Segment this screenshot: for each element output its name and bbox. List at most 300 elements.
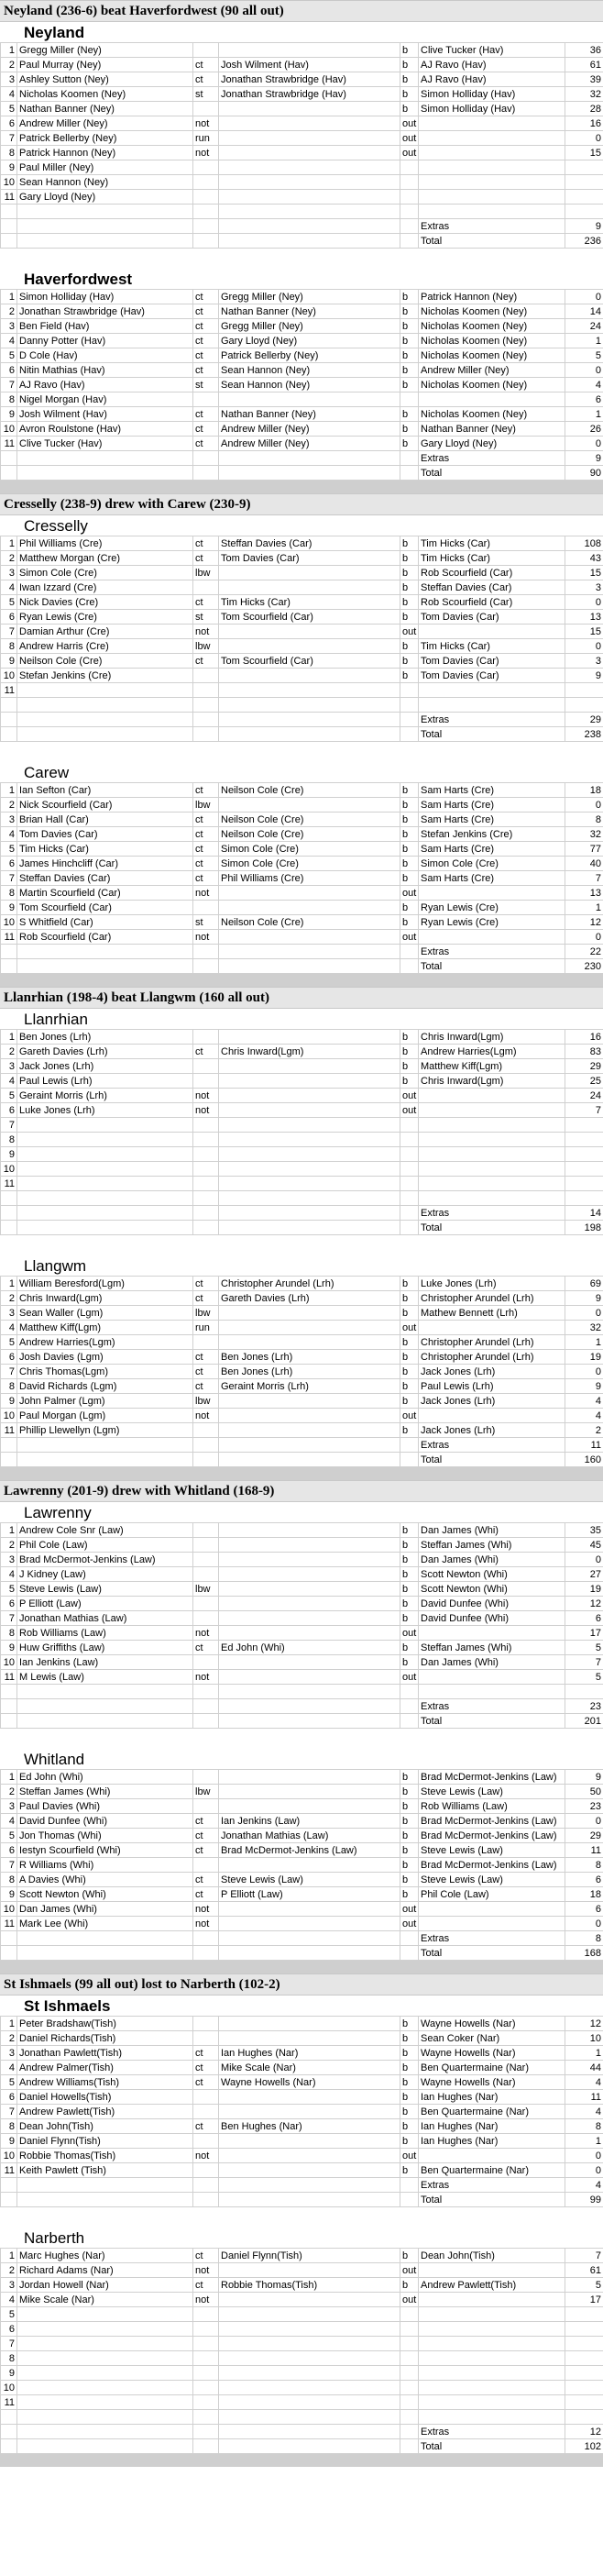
bowler-name: Brad McDermot-Jenkins (Law) <box>419 1858 565 1873</box>
bowled-marker: b <box>400 43 419 58</box>
dismissal-type <box>193 2395 219 2410</box>
runs: 9 <box>565 1379 603 1394</box>
batting-number: 8 <box>1 886 17 901</box>
batsman-name: Nigel Morgan (Hav) <box>17 392 193 407</box>
runs: 61 <box>565 2263 603 2278</box>
bowler-name: Christopher Arundel (Lrh) <box>419 1335 565 1350</box>
runs: 8 <box>565 813 603 827</box>
dismissal-type <box>193 2366 219 2381</box>
bowler-name <box>419 2351 565 2366</box>
bowler-name: Tim Hicks (Car) <box>419 536 565 551</box>
batting-number: 8 <box>1 1133 17 1147</box>
batting-number: 2 <box>1 2263 17 2278</box>
dismissal-type: ct <box>193 1365 219 1379</box>
batsman-name: AJ Ravo (Hav) <box>17 378 193 392</box>
dismissal-type <box>193 2031 219 2046</box>
dismissal-type: ct <box>193 1379 219 1394</box>
dismissal-type: ct <box>193 654 219 669</box>
batting-row <box>1 1626 603 1641</box>
bowler-name: Ryan Lewis (Cre) <box>419 901 565 915</box>
batsman-name: Steffan James (Whi) <box>17 1785 193 1799</box>
dismissal-type: ct <box>193 2278 219 2293</box>
batsman-name: Josh Davies (Lgm) <box>17 1350 193 1365</box>
runs: 0 <box>565 798 603 813</box>
runs: 8 <box>565 1858 603 1873</box>
bowled-marker: b <box>400 1074 419 1089</box>
dismissal-type: ct <box>193 1291 219 1306</box>
spacer-row <box>1 1191 603 1206</box>
runs: 15 <box>565 146 603 160</box>
fielder-name <box>219 2322 400 2337</box>
spacer-row <box>1 1685 603 1699</box>
batsman-name: Mike Scale (Nar) <box>17 2293 193 2307</box>
extras-row <box>1 945 603 959</box>
fielder-name <box>219 1611 400 1626</box>
dismissal-type: not <box>193 1917 219 1931</box>
runs: 32 <box>565 1321 603 1335</box>
batting-number: 8 <box>1 1379 17 1394</box>
batting-number: 10 <box>1 2149 17 2163</box>
batting-row <box>1 304 603 319</box>
batting-number: 10 <box>1 1409 17 1423</box>
bowled-marker: b <box>400 783 419 798</box>
runs: 26 <box>565 422 603 437</box>
batting-row <box>1 610 603 625</box>
batting-number: 5 <box>1 1335 17 1350</box>
runs: 15 <box>565 625 603 639</box>
bowler-name: Rob Scourfield (Car) <box>419 566 565 580</box>
dismissal-type <box>193 1858 219 1873</box>
batting-number: 4 <box>1 1814 17 1829</box>
fielder-name <box>219 131 400 146</box>
runs: 108 <box>565 536 603 551</box>
dismissal-type: ct <box>193 304 219 319</box>
dismissal-type <box>193 1597 219 1611</box>
batting-row <box>1 1394 603 1409</box>
spacer-row <box>1 2410 603 2425</box>
runs: 18 <box>565 1887 603 1902</box>
runs: 23 <box>565 1799 603 1814</box>
batting-number: 1 <box>1 1770 17 1785</box>
bowled-marker: b <box>400 348 419 363</box>
bowler-name <box>419 1118 565 1133</box>
dismissal-type <box>193 580 219 595</box>
dismissal-type: lbw <box>193 1582 219 1597</box>
batsman-name: Phillip Llewellyn (Lgm) <box>17 1423 193 1438</box>
bowled-marker: b <box>400 334 419 348</box>
bowled-marker: b <box>400 1582 419 1597</box>
batting-number: 2 <box>1 2031 17 2046</box>
bowled-marker <box>400 2322 419 2337</box>
batting-number: 6 <box>1 363 17 378</box>
bowler-name: Scott Newton (Whi) <box>419 1567 565 1582</box>
batsman-name: Ryan Lewis (Cre) <box>17 610 193 625</box>
batting-number: 7 <box>1 1611 17 1626</box>
batting-number: 10 <box>1 1902 17 1917</box>
batsman-name: Brad McDermot-Jenkins (Law) <box>17 1553 193 1567</box>
batsman-name: Ashley Sutton (Ney) <box>17 72 193 87</box>
dismissal-type: run <box>193 1321 219 1335</box>
batsman-name: Nicholas Koomen (Ney) <box>17 87 193 102</box>
dismissal-type: not <box>193 1409 219 1423</box>
bowled-marker: b <box>400 2134 419 2149</box>
batsman-name: Nick Davies (Cre) <box>17 595 193 610</box>
batting-row <box>1 2046 603 2061</box>
batting-number: 2 <box>1 798 17 813</box>
batting-number: 3 <box>1 566 17 580</box>
runs: 12 <box>565 915 603 930</box>
runs: 19 <box>565 1350 603 1365</box>
bowled-marker: out <box>400 116 419 131</box>
batting-row <box>1 2119 603 2134</box>
batsman-name: William Beresford(Lgm) <box>17 1277 193 1291</box>
fielder-name <box>219 1553 400 1567</box>
batting-number: 1 <box>1 43 17 58</box>
runs: 0 <box>565 1365 603 1379</box>
batsman-name: Marc Hughes (Nar) <box>17 2249 193 2263</box>
bowled-marker: b <box>400 1538 419 1553</box>
batsman-name: Jordan Howell (Nar) <box>17 2278 193 2293</box>
extras-value: 12 <box>565 2425 603 2439</box>
bowled-marker: b <box>400 1655 419 1670</box>
runs: 18 <box>565 783 603 798</box>
runs: 7 <box>565 1103 603 1118</box>
batsman-name: Dan James (Whi) <box>17 1902 193 1917</box>
bowler-name <box>419 1147 565 1162</box>
dismissal-type <box>193 392 219 407</box>
match-separator <box>0 1467 603 1480</box>
fielder-name: Simon Cole (Cre) <box>219 857 400 871</box>
dismissal-type: lbw <box>193 1394 219 1409</box>
batsman-name: Daniel Richards(Tish) <box>17 2031 193 2046</box>
extras-label: Extras <box>419 2178 565 2193</box>
bowled-marker: b <box>400 580 419 595</box>
dismissal-type: st <box>193 378 219 392</box>
extras-value: 9 <box>565 451 603 466</box>
bowler-name <box>419 1103 565 1118</box>
team-name: Whitland <box>24 1751 85 1768</box>
bowled-marker: b <box>400 378 419 392</box>
runs: 4 <box>565 2075 603 2090</box>
bowled-marker: b <box>400 422 419 437</box>
batting-number: 8 <box>1 1626 17 1641</box>
batting-number: 9 <box>1 2134 17 2149</box>
fielder-name: Gregg Miller (Ney) <box>219 319 400 334</box>
batsman-name: Luke Jones (Lrh) <box>17 1103 193 1118</box>
batting-row <box>1 1873 603 1887</box>
bowled-marker: b <box>400 1553 419 1567</box>
batsman-name: Steffan Davies (Car) <box>17 871 193 886</box>
batting-row <box>1 1335 603 1350</box>
extras-value: 14 <box>565 1206 603 1221</box>
total-label: Total <box>419 959 565 974</box>
bowler-name: Mathew Bennett (Lrh) <box>419 1306 565 1321</box>
batsman-name: Rob Williams (Law) <box>17 1626 193 1641</box>
bowled-marker: b <box>400 2090 419 2105</box>
bowler-name: Tom Davies (Car) <box>419 654 565 669</box>
dismissal-type <box>193 1074 219 1089</box>
fielder-name <box>219 580 400 595</box>
batting-row <box>1 290 603 304</box>
batting-number: 6 <box>1 857 17 871</box>
bowled-marker: b <box>400 2061 419 2075</box>
bowler-name: Dan James (Whi) <box>419 1655 565 1670</box>
bowler-name: Dan James (Whi) <box>419 1553 565 1567</box>
match-section <box>0 1480 603 1973</box>
fielder-name: Neilson Cole (Cre) <box>219 783 400 798</box>
runs: 4 <box>565 378 603 392</box>
bowler-name: Brad McDermot-Jenkins (Law) <box>419 1770 565 1785</box>
extras-label: Extras <box>419 219 565 234</box>
batting-number: 10 <box>1 2381 17 2395</box>
batsman-name: Iestyn Scourfield (Whi) <box>17 1843 193 1858</box>
runs: 32 <box>565 827 603 842</box>
bowled-marker: b <box>400 1045 419 1059</box>
batting-number: 1 <box>1 1523 17 1538</box>
runs: 0 <box>565 437 603 451</box>
runs <box>565 1147 603 1162</box>
batsman-name <box>17 2337 193 2351</box>
fielder-name: Neilson Cole (Cre) <box>219 915 400 930</box>
total-row <box>1 1453 603 1467</box>
bowler-name <box>419 1670 565 1685</box>
bowler-name: Phil Cole (Law) <box>419 1887 565 1902</box>
bowled-marker <box>400 392 419 407</box>
batting-number: 3 <box>1 1306 17 1321</box>
batting-row <box>1 1655 603 1670</box>
extras-label: Extras <box>419 451 565 466</box>
runs: 12 <box>565 2017 603 2031</box>
dismissal-type: ct <box>193 827 219 842</box>
batting-row <box>1 2263 603 2278</box>
fielder-name <box>219 175 400 190</box>
batting-row <box>1 1365 603 1379</box>
extras-value: 22 <box>565 945 603 959</box>
batting-table <box>0 1029 603 1235</box>
batting-row <box>1 1059 603 1074</box>
batting-row <box>1 1177 603 1191</box>
fielder-name <box>219 1902 400 1917</box>
batting-number: 9 <box>1 407 17 422</box>
bowler-name: Tim Hicks (Car) <box>419 639 565 654</box>
fielder-name: Christopher Arundel (Lrh) <box>219 1277 400 1291</box>
total-value: 102 <box>565 2439 603 2454</box>
batting-number: 5 <box>1 1089 17 1103</box>
total-row <box>1 1714 603 1729</box>
bowler-name: Sean Coker (Nar) <box>419 2031 565 2046</box>
batsman-name <box>17 2322 193 2337</box>
bowled-marker: b <box>400 1306 419 1321</box>
batting-row <box>1 886 603 901</box>
bowler-name <box>419 625 565 639</box>
team-name: St Ishmaels <box>24 1997 111 2015</box>
bowled-marker: b <box>400 72 419 87</box>
batting-row <box>1 1277 603 1291</box>
batting-row <box>1 1917 603 1931</box>
batting-row <box>1 2031 603 2046</box>
dismissal-type <box>193 160 219 175</box>
fielder-name <box>219 1118 400 1133</box>
batsman-name: Nathan Banner (Ney) <box>17 102 193 116</box>
extras-value: 9 <box>565 219 603 234</box>
batsman-name: Neilson Cole (Cre) <box>17 654 193 669</box>
batting-number: 10 <box>1 1162 17 1177</box>
fielder-name <box>219 1523 400 1538</box>
fielder-name: Geraint Morris (Lrh) <box>219 1379 400 1394</box>
runs: 9 <box>565 1291 603 1306</box>
total-value: 230 <box>565 959 603 974</box>
runs: 6 <box>565 392 603 407</box>
extras-row <box>1 1931 603 1946</box>
bowler-name <box>419 2366 565 2381</box>
fielder-name: Ian Hughes (Nar) <box>219 2046 400 2061</box>
bowled-marker: b <box>400 551 419 566</box>
batsman-name: Ben Field (Hav) <box>17 319 193 334</box>
batting-number: 8 <box>1 1873 17 1887</box>
bowled-marker: b <box>400 639 419 654</box>
batting-number: 9 <box>1 1147 17 1162</box>
runs <box>565 160 603 175</box>
bowled-marker <box>400 1147 419 1162</box>
batting-row <box>1 639 603 654</box>
batting-row <box>1 2395 603 2410</box>
batting-number: 5 <box>1 842 17 857</box>
fielder-name <box>219 1103 400 1118</box>
dismissal-type <box>193 1553 219 1567</box>
total-value: 99 <box>565 2193 603 2207</box>
runs: 61 <box>565 58 603 72</box>
bowled-marker: out <box>400 1902 419 1917</box>
batsman-name: Andrew Harris (Cre) <box>17 639 193 654</box>
fielder-name <box>219 2395 400 2410</box>
fielder-name <box>219 639 400 654</box>
batting-row <box>1 2278 603 2293</box>
batting-number: 2 <box>1 1291 17 1306</box>
dismissal-type: not <box>193 1103 219 1118</box>
fielder-name <box>219 1423 400 1438</box>
bowler-name <box>419 1133 565 1147</box>
fielder-name: Chris Inward(Lgm) <box>219 1045 400 1059</box>
batsman-name: Chris Inward(Lgm) <box>17 1291 193 1306</box>
fielder-name <box>219 1858 400 1873</box>
batting-number: 3 <box>1 72 17 87</box>
dismissal-type <box>193 2017 219 2031</box>
batting-number: 6 <box>1 1103 17 1118</box>
bowled-marker: b <box>400 1291 419 1306</box>
bowler-name <box>419 1177 565 1191</box>
batting-number: 3 <box>1 1553 17 1567</box>
bowler-name <box>419 2263 565 2278</box>
runs: 10 <box>565 2031 603 2046</box>
dismissal-type: ct <box>193 871 219 886</box>
team-name: Cresselly <box>24 517 88 535</box>
dismissal-type <box>193 1162 219 1177</box>
fielder-name: Ben Jones (Lrh) <box>219 1350 400 1365</box>
fielder-name <box>219 146 400 160</box>
runs: 29 <box>565 1059 603 1074</box>
fielder-name <box>219 116 400 131</box>
batting-row <box>1 72 603 87</box>
batsman-name: R Williams (Whi) <box>17 1858 193 1873</box>
match-title: Neyland (236-6) beat Haverfordwest (90 all out) <box>0 0 603 22</box>
batting-row <box>1 146 603 160</box>
fielder-name <box>219 2307 400 2322</box>
runs: 25 <box>565 1074 603 1089</box>
batting-number: 4 <box>1 1321 17 1335</box>
batsman-name: John Palmer (Lgm) <box>17 1394 193 1409</box>
extras-row <box>1 2178 603 2193</box>
batting-table <box>0 1276 603 1467</box>
bowled-marker: b <box>400 1379 419 1394</box>
batting-row <box>1 551 603 566</box>
fielder-name <box>219 1306 400 1321</box>
bowled-marker <box>400 2366 419 2381</box>
bowled-marker: b <box>400 842 419 857</box>
batting-number: 11 <box>1 1917 17 1931</box>
bowled-marker: b <box>400 901 419 915</box>
batting-row <box>1 392 603 407</box>
runs: 19 <box>565 1582 603 1597</box>
batting-number: 11 <box>1 190 17 205</box>
bowler-name: Rob Williams (Law) <box>419 1799 565 1814</box>
fielder-name: Simon Cole (Cre) <box>219 842 400 857</box>
batting-row <box>1 2307 603 2322</box>
bowler-name <box>419 392 565 407</box>
batsman-name: Phil Williams (Cre) <box>17 536 193 551</box>
fielder-name <box>219 43 400 58</box>
runs: 15 <box>565 566 603 580</box>
team-name: Llangwm <box>24 1257 87 1275</box>
fielder-name: Neilson Cole (Cre) <box>219 813 400 827</box>
bowler-name: Jack Jones (Lrh) <box>419 1423 565 1438</box>
batting-number: 4 <box>1 87 17 102</box>
runs: 12 <box>565 1597 603 1611</box>
bowler-name <box>419 2307 565 2322</box>
dismissal-type: ct <box>193 348 219 363</box>
batsman-name: Steve Lewis (Law) <box>17 1582 193 1597</box>
fielder-name <box>219 1147 400 1162</box>
batsman-name: Chris Thomas(Lgm) <box>17 1365 193 1379</box>
dismissal-type: ct <box>193 1045 219 1059</box>
dismissal-type: ct <box>193 72 219 87</box>
bowler-name: Simon Holliday (Hav) <box>419 102 565 116</box>
batsman-name: Josh Wilment (Hav) <box>17 407 193 422</box>
fielder-name <box>219 2337 400 2351</box>
total-row <box>1 2439 603 2454</box>
runs: 6 <box>565 1611 603 1626</box>
batsman-name: Matthew Morgan (Cre) <box>17 551 193 566</box>
bowler-name <box>419 175 565 190</box>
batsman-name: Andrew Pawlett(Tish) <box>17 2105 193 2119</box>
dismissal-type: ct <box>193 407 219 422</box>
bowler-name: Matthew Kiff(Lgm) <box>419 1059 565 1074</box>
bowler-name: Steve Lewis (Law) <box>419 1873 565 1887</box>
bowler-name: Jack Jones (Lrh) <box>419 1365 565 1379</box>
bowled-marker: b <box>400 813 419 827</box>
dismissal-type: not <box>193 1626 219 1641</box>
bowler-name: Simon Holliday (Hav) <box>419 87 565 102</box>
fielder-name <box>219 1162 400 1177</box>
bowler-name <box>419 2337 565 2351</box>
match-section <box>0 1973 603 2467</box>
runs: 14 <box>565 304 603 319</box>
runs: 5 <box>565 2278 603 2293</box>
fielder-name <box>219 1917 400 1931</box>
batting-row <box>1 87 603 102</box>
batsman-name: Robbie Thomas(Tish) <box>17 2149 193 2163</box>
dismissal-type <box>193 2381 219 2395</box>
fielder-name: Mike Scale (Nar) <box>219 2061 400 2075</box>
